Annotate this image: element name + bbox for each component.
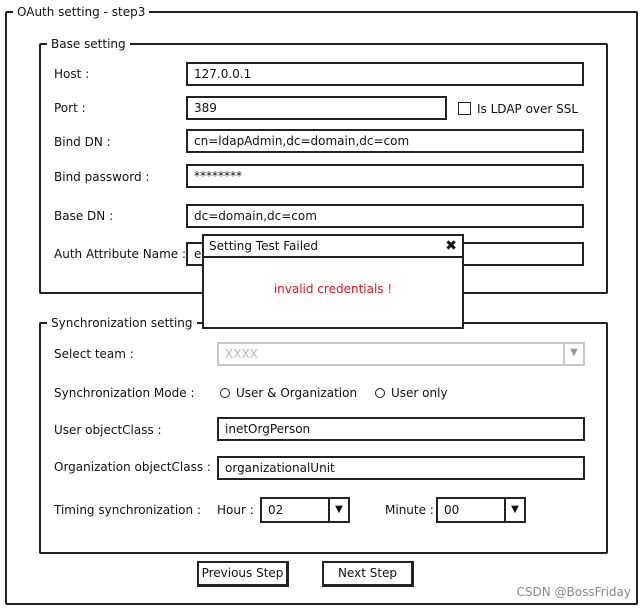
radio-user-only[interactable]	[375, 388, 385, 398]
bind-dn-label: Bind DN :	[54, 135, 111, 149]
window-title: OAuth setting - step3	[13, 5, 149, 19]
minute-label: Minute :	[385, 503, 434, 517]
select-team-value: XXXX	[225, 347, 258, 361]
ldap-ssl-label: Is LDAP over SSL	[477, 102, 579, 116]
select-team-dropdown[interactable]	[217, 342, 585, 366]
hour-value: 02	[268, 503, 284, 517]
minute-value: 00	[444, 503, 460, 517]
ldap-ssl-checkbox[interactable]	[458, 102, 471, 115]
hour-label: Hour :	[217, 503, 254, 517]
previous-step-button[interactable]: Previous Step	[197, 561, 289, 587]
bind-password-input[interactable]: ********	[186, 164, 584, 188]
chevron-down-icon[interactable]: ▼	[328, 499, 348, 521]
bind-dn-input[interactable]: cn=ldapAdmin,dc=domain,dc=com	[186, 129, 584, 153]
sync-setting-legend: Synchronization setting	[47, 316, 197, 330]
port-input[interactable]: 389	[186, 96, 447, 120]
sync-mode-label: Synchronization Mode :	[54, 386, 195, 400]
mode-user-only-label: User only	[391, 386, 448, 400]
mode-user-org-label: User & Organization	[236, 386, 358, 400]
close-icon[interactable]: ✖	[445, 238, 457, 254]
next-step-button[interactable]: Next Step	[322, 561, 414, 587]
port-label: Port :	[54, 101, 86, 115]
auth-attribute-label: Auth Attribute Name :	[54, 247, 186, 261]
radio-user-org[interactable]	[220, 388, 230, 398]
chevron-down-icon[interactable]: ▼	[563, 344, 583, 364]
hour-dropdown[interactable]	[260, 497, 350, 523]
org-objectclass-input[interactable]: organizationalUnit	[217, 456, 585, 480]
user-objectclass-label: User objectClass :	[54, 423, 162, 437]
user-objectclass-input[interactable]: inetOrgPerson	[217, 417, 585, 441]
mode-user-org-option[interactable]	[220, 386, 357, 400]
org-objectclass-label: Organization objectClass :	[54, 460, 211, 474]
base-dn-input[interactable]: dc=domain,dc=com	[186, 204, 584, 228]
bind-password-label: Bind password :	[54, 170, 150, 184]
timing-sync-label: Timing synchronization :	[54, 503, 201, 517]
mode-user-only-option[interactable]	[375, 386, 448, 400]
chevron-down-icon[interactable]: ▼	[504, 499, 524, 521]
base-dn-label: Base DN :	[54, 209, 114, 223]
dialog-error-message: invalid credentials !	[273, 282, 393, 296]
minute-dropdown[interactable]	[436, 497, 526, 523]
host-label: Host :	[54, 67, 90, 81]
watermark-text: CSDN @BossFriday	[516, 585, 631, 599]
host-input[interactable]: 127.0.0.1	[186, 62, 584, 86]
auth-attribute-input[interactable]: e	[186, 242, 584, 266]
select-team-label: Select team :	[54, 347, 134, 361]
test-failed-dialog	[202, 234, 464, 329]
dialog-title: Setting Test Failed	[204, 236, 462, 258]
base-setting-legend: Base setting	[47, 37, 130, 51]
